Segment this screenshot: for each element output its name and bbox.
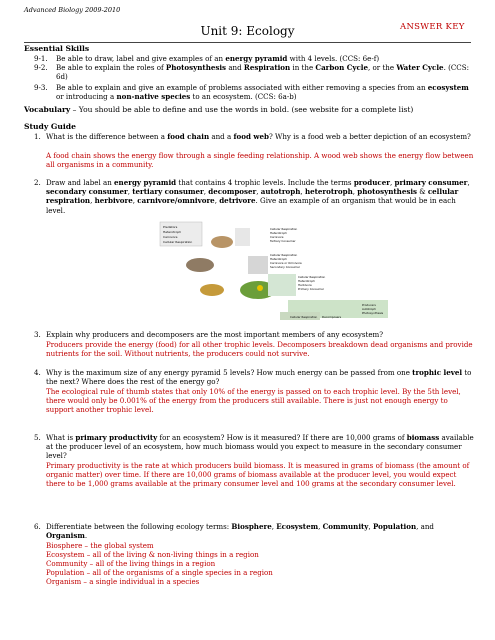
skill-number: 9-3.: [34, 83, 48, 92]
level-label: Heterotroph: [270, 231, 287, 235]
pyramid-step-4: [235, 228, 250, 246]
question-text: Draw and label an energy pyramid that contains 4 trophic levels. Include the terms producer, primary consumer, secondary consumer, tertiary consumer, decomposer, autotroph, heterotroph, photosynthesis & cellular respiration, herbivore, carnivore/omnivore, detrivore. Give an example of an organism that would be in each level.: [46, 178, 470, 215]
level-label: Carnivore: [270, 235, 284, 239]
level-label: Secondary Consumer: [270, 265, 300, 269]
skill-number: 9-1.: [34, 54, 48, 63]
level-label: Cellular Respiration: [270, 227, 298, 231]
level-label: Herbivore: [298, 283, 312, 287]
level-label: Tertiary Consumer: [270, 239, 296, 243]
level-label: Autotroph: [362, 307, 376, 311]
question-text: Explain why producers and decomposers are the most important members of any ecosystem?: [46, 330, 384, 339]
owl-image: [211, 236, 233, 248]
pyramid-step-2: [268, 274, 296, 296]
answer-text: Ecosystem – all of the living & non-living things in a region: [46, 550, 259, 559]
pyramid-step-3: [248, 256, 268, 274]
level-label: Heterotroph: [298, 279, 315, 283]
answer-text: Population – all of the organisms of a single species in a region: [46, 568, 273, 577]
skill-text: Be able to draw, label and give examples of an energy pyramid with 4 levels. (CCS: 6e-f): [56, 54, 380, 63]
mouse-image: [186, 258, 214, 272]
question-text: What is the difference between a food chain and a food web? Why is a food web a better depiction of an ecosystem?: [46, 132, 471, 141]
course-header: Advanced Biology 2009-2010: [24, 6, 121, 14]
answer-text: The ecological rule of thumb states that only 10% of the energy is passed on to each trophic level. By the 5th level, there would only be 0.001% of the energy from the producers still available. There is just not enough energy to support another trophic level.: [46, 387, 461, 415]
question-text: Differentiate between the following ecology terms: Biosphere, Ecosystem, Community, Population, and Organism.: [46, 522, 434, 541]
question-number: 5.: [34, 433, 41, 442]
question-text: What is primary productivity for an ecosystem? How is it measured? If there are 10,000 grams of biomass available at the producer level of an ecosystem, how much biomass would you expect to measure in the secondary consumer level?: [46, 433, 474, 461]
study-guide-heading: Study Guide: [24, 122, 76, 131]
flower-center: [257, 285, 263, 291]
skill-item: [34, 63, 474, 82]
top-label: Heterotroph: [163, 230, 182, 234]
question-number: 4.: [34, 368, 41, 377]
question-number: 1.: [34, 132, 41, 141]
answer-text: Primary productivity is the rate at which producers build biomass. It is measured in grams of biomass (the amount of organic matter) over time. If there are 10,000 grams of biomass available at the producer level, you would expect there to be 1,000 grams available at the primary consumer level and 100 grams at the secondary consumer level.: [46, 461, 470, 489]
top-label: Carnivore: [163, 235, 178, 239]
skill-item: [34, 54, 474, 63]
level-label: Cellular Respiration: [270, 253, 298, 257]
answer-text: Organism – a single individual in a species: [46, 577, 200, 586]
question-number: 6.: [34, 522, 41, 531]
bottom-label: Cellular Respiration: [290, 315, 318, 319]
answer-text: Biosphere – the global system: [46, 541, 154, 550]
skill-number: 9-2.: [34, 63, 48, 72]
skill-item: [34, 83, 474, 102]
title-rule: [24, 42, 471, 43]
essential-skills-heading: Essential Skills: [24, 44, 90, 53]
vocabulary-line: Vocabulary – You should be able to define and use the words in bold. (see website for a complete list): [24, 105, 414, 114]
question-number: 2.: [34, 178, 41, 187]
level-label: Carnivore or Omnivore: [270, 261, 302, 265]
top-label: Cellular Respiration: [163, 240, 193, 244]
top-label: Predators: [163, 225, 178, 229]
question-text: Why is the maximum size of any energy pyramid 5 levels? How much energy can be passed from one trophic level to the next? Where does the rest of the energy go?: [46, 368, 472, 387]
level-label: Photosynthesis: [362, 311, 384, 315]
energy-pyramid-diagram: [140, 220, 390, 324]
answer-text: Producers provide the energy (food) for all other trophic levels. Decomposers breakdown dead organisms and provide nutrients for the soil. Without nutrients, the producers could not survive.: [46, 340, 473, 359]
level-label: Producers: [362, 303, 376, 307]
skill-text: Be able to explain the roles of Photosynthesis and Respiration in the Carbon Cycle, or the Water Cycle. (CCS: 6d): [56, 63, 469, 82]
question-number: 3.: [34, 330, 41, 339]
answer-text: Community – all of the living things in a region: [46, 559, 216, 568]
grasshopper-image: [200, 284, 224, 296]
page-title: Unit 9: Ecology: [200, 24, 295, 38]
answer-text: A food chain shows the energy flow through a single feeding relationship. A wood web shows the energy flow between all organisms in a community.: [46, 151, 474, 170]
bottom-label: Decomposers: [322, 315, 342, 319]
skill-text: Be able to explain and give an example of problems associated with either removing a species from an ecosystem or introducing a non-native species to an ecosystem. (CCS: 6a-b): [56, 83, 469, 102]
answer-key-label: ANSWER KEY: [400, 22, 465, 32]
level-label: Heterotroph: [270, 257, 287, 261]
level-label: Primary Consumer: [298, 287, 324, 291]
level-label: Cellular Respiration: [298, 275, 326, 279]
